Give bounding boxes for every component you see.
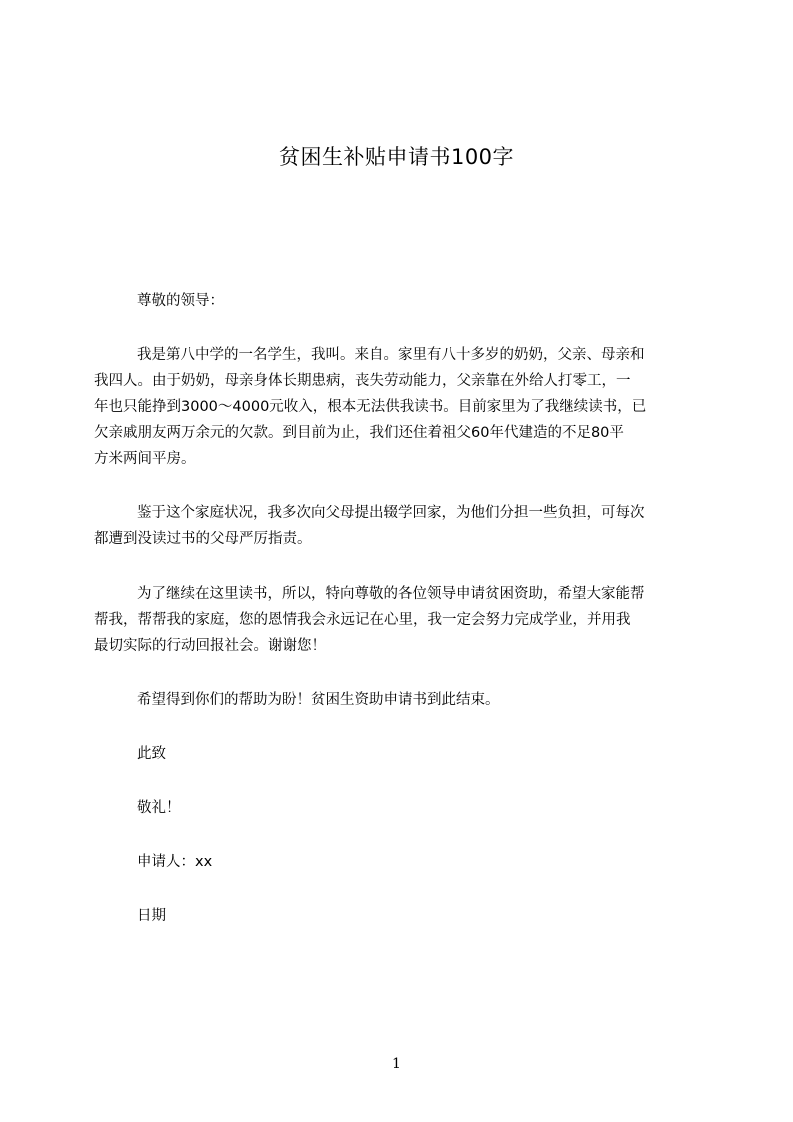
applicant-signature: 申请人：xx xyxy=(137,854,213,870)
paragraph-line: 最切实际的行动回报社会。谢谢您！ xyxy=(94,638,326,654)
closing-cizhi: 此致 xyxy=(137,746,166,762)
paragraph-line: 鉴于这个家庭状况，我多次向父母提出辍学回家，为他们分担一些负担，可每次 xyxy=(137,505,645,521)
paragraph-hope: 希望得到你们的帮助为盼！贫困生资助申请书到此结束。 xyxy=(137,692,500,708)
paragraph-line: 欠亲戚朋友两万余元的欠款。到目前为止，我们还住着祖父60年代建造的不足80平 xyxy=(94,425,624,441)
paragraph-line: 都遭到没读过书的父母严厉指责。 xyxy=(94,531,312,547)
document-title: 贫困生补贴申请书100字 xyxy=(278,145,515,169)
paragraph-line: 为了继续在这里读书，所以，特向尊敬的各位领导申请贫困资助，希望大家能帮 xyxy=(137,586,645,602)
page-number: 1 xyxy=(392,1056,401,1072)
salutation: 尊敬的领导： xyxy=(137,293,224,309)
paragraph-line: 帮我，帮帮我的家庭，您的恩情我会永远记在心里，我一定会努力完成学业，并用我 xyxy=(94,612,631,628)
paragraph-line: 年也只能挣到3000～4000元收入，根本无法供我读书。目前家里为了我继续读书，已 xyxy=(94,399,647,415)
paragraph-line: 我四人。由于奶奶，母亲身体长期患病，丧失劳动能力，父亲靠在外给人打零工，一 xyxy=(94,373,631,389)
date-label: 日期 xyxy=(137,908,166,924)
paragraph-line: 我是第八中学的一名学生，我叫。来自。家里有八十多岁的奶奶，父亲、母亲和 xyxy=(137,347,645,363)
paragraph-line: 方米两间平房。 xyxy=(94,451,196,467)
closing-jingli: 敬礼！ xyxy=(137,800,181,816)
